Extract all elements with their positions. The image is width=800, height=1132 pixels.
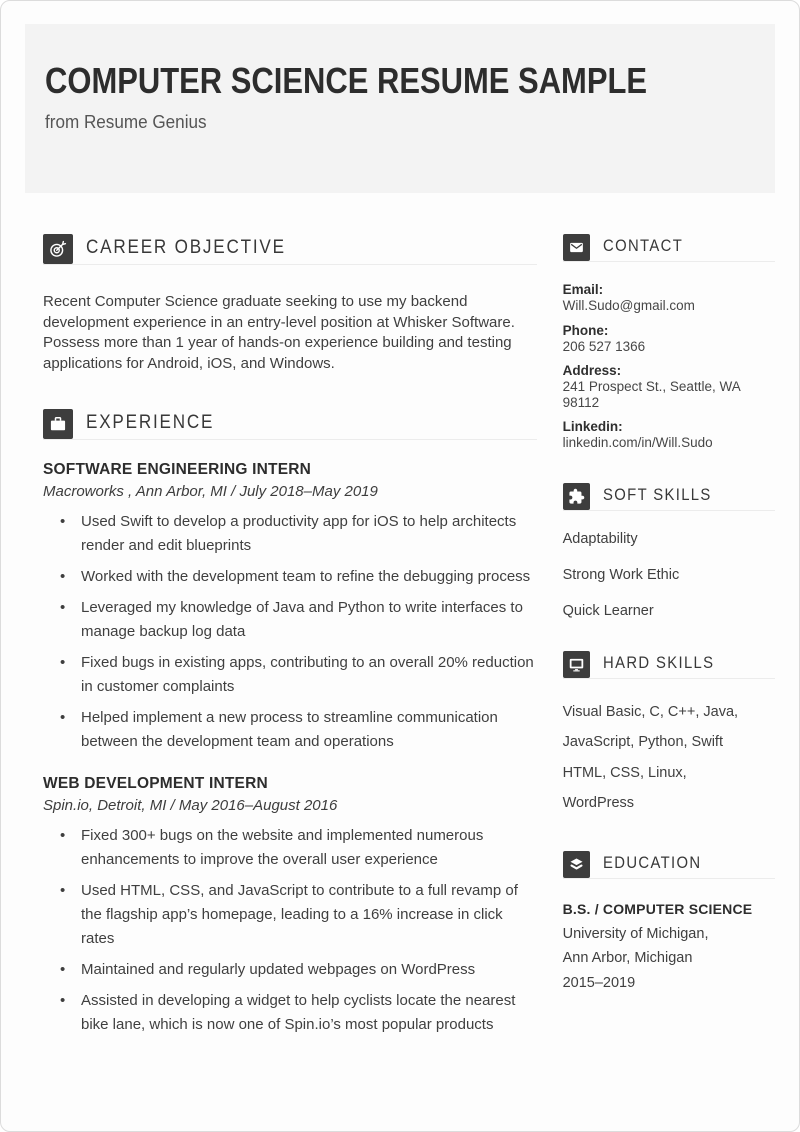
job-software-engineering-intern [43, 461, 537, 754]
bullet-item: • Assisted in developing a widget to help cyclists locate the nearest bike lane, which is now one of Spin.io’s most popular products [43, 989, 537, 1037]
objective-text: Recent Computer Science graduate seeking to use my backend development experience in an entry-level position at Whisker Software. Possess more than 1 year of hands-on experience building and testing applications for Android, iOS, and Windows. [43, 293, 515, 372]
education-years: 2015–2019 [562, 974, 636, 991]
section-hard-skills [563, 651, 775, 819]
education-school: University of Michigan, [562, 925, 709, 942]
job-bullets [43, 824, 537, 1037]
hard-skill-list [563, 697, 775, 819]
section-career-objective-header [43, 234, 537, 265]
section-contact [563, 234, 775, 451]
right-column [563, 234, 775, 1044]
soft-skill-item: Quick Learner [562, 602, 654, 619]
section-title-education: EDUCATION [602, 853, 702, 872]
section-experience [43, 409, 537, 1037]
contact-field-address [563, 363, 775, 410]
resume-body [1, 193, 799, 1044]
section-hard-skills-header [563, 651, 775, 679]
bullet-item: • Fixed 300+ bugs on the website and implemented numerous enhancements to improve the overall user experience [43, 824, 537, 872]
monitor-icon [563, 651, 590, 678]
section-title-hard-skills: HARD SKILLS [602, 653, 715, 672]
section-title-career-objective: CAREER OBJECTIVE [86, 237, 286, 258]
header-banner [25, 24, 775, 193]
hard-skill-line: JavaScript, Python, Swift [562, 734, 723, 750]
soft-skill-list [563, 531, 775, 619]
job-title: WEB DEVELOPMENT INTERN [43, 775, 268, 792]
contact-value: Will.Sudo@gmail.com [562, 298, 695, 313]
briefcase-icon [43, 409, 73, 439]
soft-skill-item: Adaptability [562, 530, 638, 547]
contact-label: Linkedin: [562, 419, 623, 434]
soft-skill-item: Strong Work Ethic [562, 566, 680, 583]
bullet-item: • Leveraged my knowledge of Java and Python to write interfaces to manage backup log data [43, 596, 537, 644]
job-title: SOFTWARE ENGINEERING INTERN [43, 461, 312, 478]
contact-field-phone [563, 323, 775, 355]
contact-label: Email: [562, 282, 604, 297]
left-column [25, 234, 563, 1044]
contact-field-email [563, 282, 775, 314]
contact-value: 241 Prospect St., Seattle, WA 98112 [562, 379, 740, 410]
hard-skill-line: HTML, CSS, Linux, [562, 764, 687, 781]
contact-fields [563, 282, 775, 451]
puzzle-icon [563, 483, 590, 510]
graduation-icon [563, 851, 590, 878]
hard-skill-line: WordPress [562, 795, 635, 811]
contact-label: Address: [562, 363, 622, 378]
section-education-header [563, 851, 775, 879]
hard-skill-line: Visual Basic, C, C++, Java, [562, 703, 739, 720]
education-degree: B.S. / COMPUTER SCIENCE [562, 900, 753, 917]
education-entry [563, 901, 775, 996]
section-title-contact: CONTACT [602, 237, 683, 255]
bullet-item: • Used HTML, CSS, and JavaScript to contribute to a full revamp of the flagship app’s homepage, leading to a 16% increase in click rates [43, 879, 537, 951]
job-web-development-intern [43, 775, 537, 1037]
job-meta: Macroworks , Ann Arbor, MI / July 2018–May 2019 [43, 483, 378, 500]
page-subtitle: from Resume Genius [45, 112, 207, 132]
section-title-soft-skills: SOFT SKILLS [602, 485, 712, 504]
bullet-item: • Worked with the development team to refine the debugging process [43, 565, 537, 589]
section-soft-skills [563, 483, 775, 619]
bullet-item: • Maintained and regularly updated webpages on WordPress [43, 958, 537, 982]
education-location: Ann Arbor, Michigan [562, 950, 693, 966]
page-title: COMPUTER SCIENCE RESUME SAMPLE [45, 60, 648, 101]
contact-value: 206 527 1366 [562, 338, 646, 354]
bullet-item: • Fixed bugs in existing apps, contributing to an overall 20% reduction in customer complaints [43, 651, 537, 699]
contact-value: linkedin.com/in/Will.Sudo [562, 435, 713, 450]
job-meta: Spin.io, Detroit, MI / May 2016–August 2016 [43, 797, 338, 814]
job-bullets [43, 510, 537, 754]
contact-field-linkedin [563, 419, 775, 451]
contact-label: Phone: [562, 322, 609, 338]
section-soft-skills-header [563, 483, 775, 511]
envelope-icon [563, 234, 590, 261]
bullet-item: • Used Swift to develop a productivity app for iOS to help architects render and edit blueprints [43, 510, 537, 558]
section-experience-header [43, 409, 537, 440]
target-icon [43, 234, 73, 264]
section-education [563, 851, 775, 996]
section-title-experience: EXPERIENCE [86, 412, 215, 433]
section-contact-header [563, 234, 775, 262]
bullet-item: • Helped implement a new process to streamline communication between the development team and operations [43, 706, 537, 754]
